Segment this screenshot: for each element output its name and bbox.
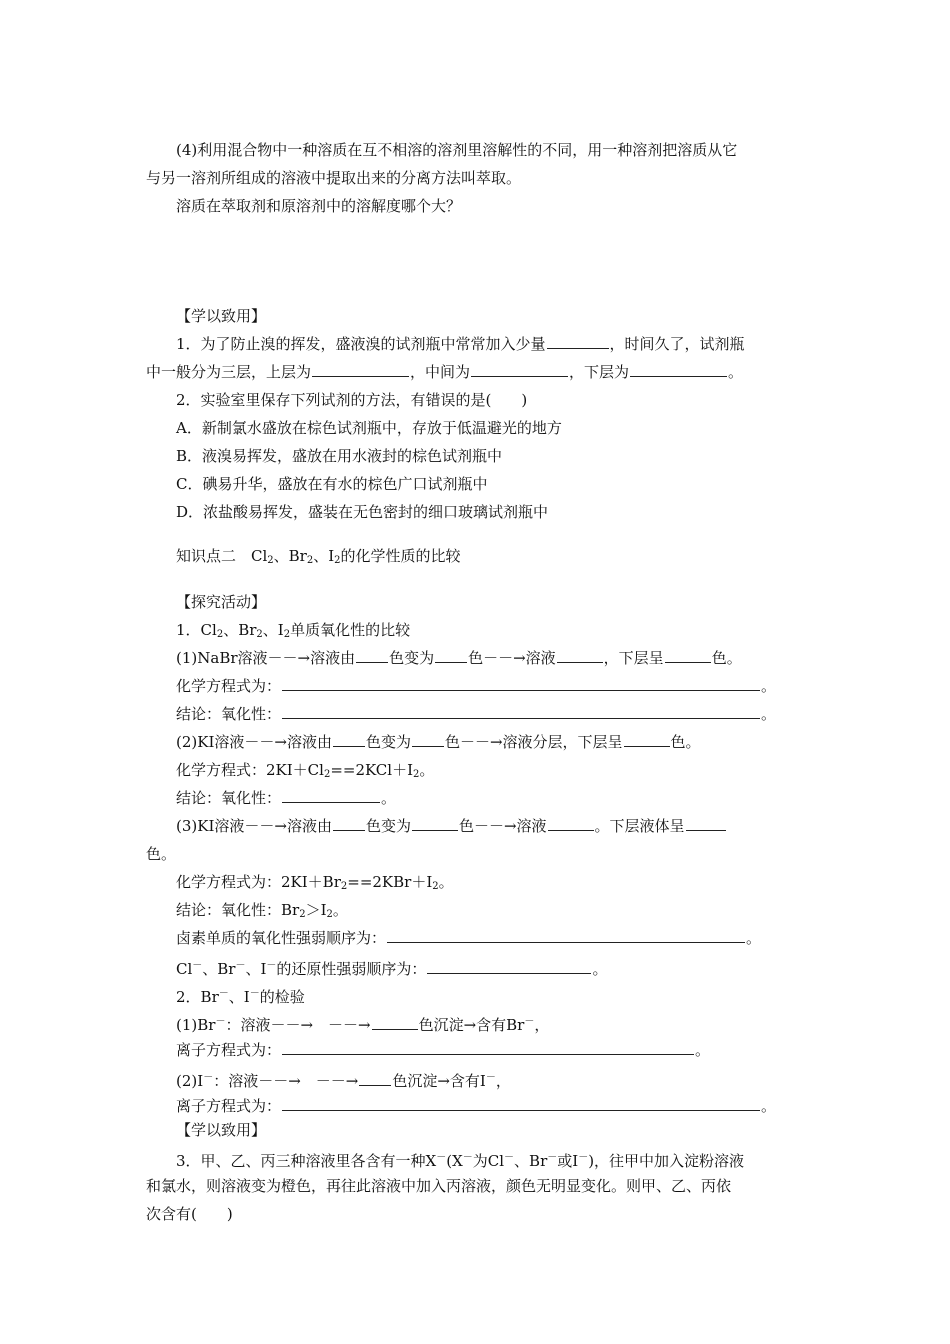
section-heading-explore: 【探究活动】 xyxy=(176,593,267,611)
explore-point-1: 1．$Cl_2$、$Br_2$、$I_2$单质氧化性的比较 xyxy=(176,621,411,640)
experiment-2-equation: 化学方程式：$2KI+Cl_2==2KCl+I_2$。 xyxy=(176,761,435,780)
iodide-test: (2)I－：溶液－－→ －－→ 色沉淀→含有I－， xyxy=(176,1072,511,1090)
explore-point-2: 2．Br－、I－的检验 xyxy=(176,988,305,1006)
question-3-line-3: 次含有( ) xyxy=(146,1205,233,1223)
option-c: C．碘易升华，盛放在有水的棕色广口试剂瓶中 xyxy=(176,475,488,493)
answer-blank[interactable] xyxy=(557,648,603,663)
answer-blank[interactable] xyxy=(665,648,711,663)
experiment-3-conclusion: 结论：氧化性：$Br_2>I_2$。 xyxy=(176,901,348,920)
answer-blank[interactable] xyxy=(359,1071,391,1086)
answer-blank[interactable] xyxy=(282,676,760,691)
answer-blank[interactable] xyxy=(435,648,467,663)
knowledge-point-2-title: 知识点二 $Cl_2$、$Br_2$、$I_2$的化学性质的比较 xyxy=(176,547,461,566)
experiment-1-equation: 化学方程式为： 。 xyxy=(176,677,777,695)
experiment-2: (2)KI溶液－－→溶液由 色变为 色－－→溶液分层，下层呈 色。 xyxy=(176,733,701,751)
answer-blank[interactable] xyxy=(630,362,727,377)
answer-blank[interactable] xyxy=(471,362,568,377)
option-d: D．浓盐酸易挥发，盛装在无色密封的细口玻璃试剂瓶中 xyxy=(176,503,549,521)
answer-blank[interactable] xyxy=(282,1040,694,1055)
question-3-line-2: 和氯水，则溶液变为橙色，再往此溶液中加入丙溶液，颜色无明显变化。则甲、乙、丙依 xyxy=(146,1177,732,1195)
answer-blank[interactable] xyxy=(356,648,388,663)
question-1-line-2: 中一般分为三层，上层为 ，中间为 ，下层为 。 xyxy=(146,363,744,381)
experiment-1: (1)NaBr溶液－－→溶液由 色变为 色－－→溶液 ，下层呈 色。 xyxy=(176,649,742,667)
answer-blank[interactable] xyxy=(547,334,609,349)
answer-blank[interactable] xyxy=(387,928,745,943)
reducing-order: Cl－、Br－、I－的还原性强弱顺序为： 。 xyxy=(176,960,608,978)
option-b: B．液溴易挥发，盛放在用水液封的棕色试剂瓶中 xyxy=(176,447,503,465)
answer-blank[interactable] xyxy=(372,1015,418,1030)
section-heading-apply-1: 【学以致用】 xyxy=(176,307,267,325)
experiment-3-equation: 化学方程式为：$2KI+Br_2==2KBr+I_2$。 xyxy=(176,873,454,892)
question-1-line-1: 1．为了防止溴的挥发，盛液溴的试剂瓶中常常加入少量 ，时间久了，试剂瓶 xyxy=(176,335,745,353)
bromide-test: (1)Br－：溶液－－→ －－→ 色沉淀→含有Br－， xyxy=(176,1016,550,1034)
experiment-2-conclusion: 结论：氧化性： 。 xyxy=(176,789,397,807)
question-2: 2．实验室里保存下列试剂的方法，有错误的是( ) xyxy=(176,391,528,409)
bromide-ion-equation: 离子方程式为： 。 xyxy=(176,1041,711,1059)
answer-blank[interactable] xyxy=(333,816,365,831)
oxidizing-order: 卤素单质的氧化性强弱顺序为： 。 xyxy=(176,929,762,947)
answer-blank[interactable] xyxy=(282,704,760,719)
answer-blank[interactable] xyxy=(412,732,444,747)
experiment-3-line-2: 色。 xyxy=(146,845,177,863)
answer-blank[interactable] xyxy=(312,362,409,377)
intro-question: 溶质在萃取剂和原溶剂中的溶解度哪个大？ xyxy=(176,197,462,215)
answer-blank[interactable] xyxy=(427,959,591,974)
answer-blank[interactable] xyxy=(282,788,380,803)
experiment-1-conclusion: 结论：氧化性： 。 xyxy=(176,705,777,723)
question-3-line-1: 3．甲、乙、丙三种溶液里各含有一种X－(X－为Cl－、Br－或I－)，往甲中加入淀粉溶液 xyxy=(176,1152,745,1170)
section-heading-apply-2: 【学以致用】 xyxy=(176,1121,267,1139)
intro-line-1: (4)利用混合物中一种溶质在互不相溶的溶剂里溶解性的不同，用一种溶剂把溶质从它 xyxy=(176,141,738,159)
answer-blank[interactable] xyxy=(333,732,365,747)
answer-blank[interactable] xyxy=(686,816,726,831)
intro-line-2: 与另一溶剂所组成的溶液中提取出来的分离方法叫萃取。 xyxy=(146,169,522,187)
experiment-3-line-1: (3)KI溶液－－→溶液由 色变为 色－－→溶液 。下层液体呈 xyxy=(176,816,727,836)
answer-blank[interactable] xyxy=(282,1096,760,1111)
answer-blank[interactable] xyxy=(412,816,458,831)
answer-blank[interactable] xyxy=(548,816,594,831)
option-a: A．新制氯水盛放在棕色试剂瓶中，存放于低温避光的地方 xyxy=(176,419,562,437)
iodide-ion-equation: 离子方程式为： 。 xyxy=(176,1097,777,1115)
answer-blank[interactable] xyxy=(624,732,670,747)
